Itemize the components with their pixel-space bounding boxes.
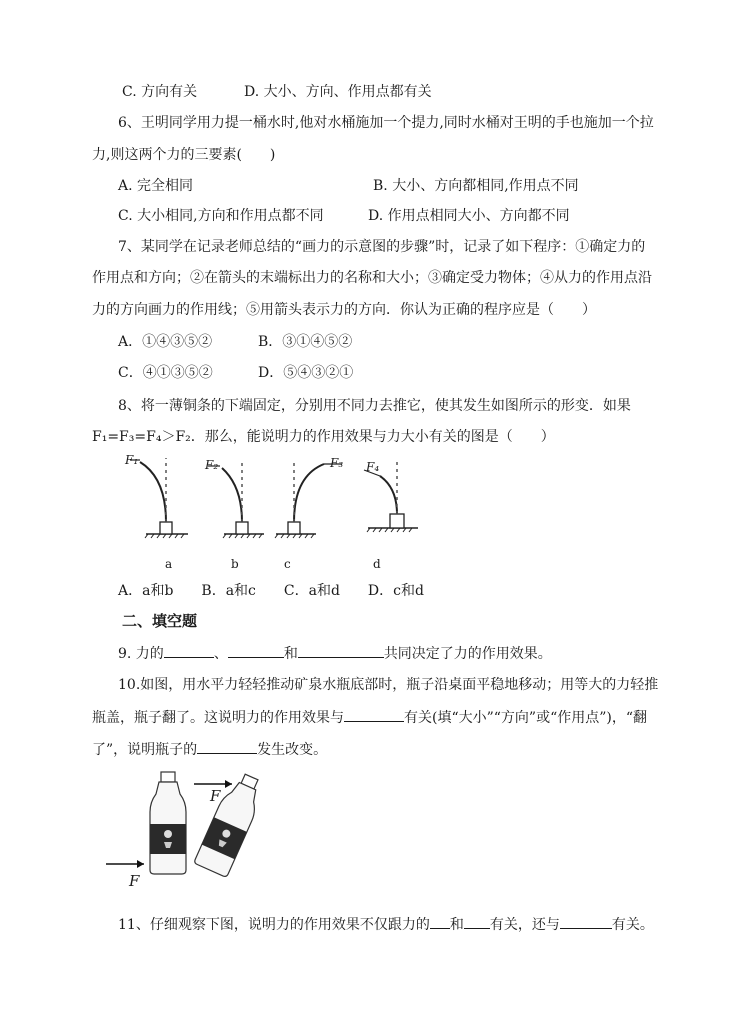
q9-text-2: 共同决定了力的作用效果。 [383,646,552,662]
q6-option-a: A. 完全相同 [118,178,194,194]
q11-text-2: 有关，还与 [489,917,560,933]
q7-stem-line3: 力的方向画力的作用线；⑤用箭头表示力的方向．你认为正确的程序应是（ ） [92,302,596,318]
figure-a-drawing [130,458,188,538]
q9-blank-3[interactable] [298,643,384,658]
upright-bottle-drawing [150,772,186,874]
copper-strip-figure [118,448,448,538]
q7-option-d: D．⑤④③②① [258,365,354,381]
q9-blank-2[interactable] [228,643,284,658]
q5-option-c: C. 方向有关 [122,84,198,100]
q6-option-d: D. 作用点相同大小、方向都不同 [368,208,570,224]
force-label-f1: F₁ [125,453,139,467]
force-label-f4: F₄ [366,460,380,474]
q5-option-d: D. 大小、方向、作用点都有关 [244,84,432,100]
q10-text-3b: 发生改变。 [257,742,328,758]
q11-line [118,914,654,935]
force-label-bottom: F [129,872,140,890]
q8-stem-line1: 8、将一薄铜条的下端固定，分别用不同力去推它，使其发生如图所示的形变．如果 [118,398,631,414]
q10-line3 [92,739,327,760]
q6-stem-line2: 力,则这两个力的三要素( ) [92,147,276,163]
q7-option-c: C．④①③⑤② [118,365,213,381]
q9-sep-2: 和 [283,646,298,662]
figure-label-b: b [231,557,239,571]
q6-option-c: C. 大小相同,方向和作用点都不同 [118,208,324,224]
q10-line2 [92,707,647,728]
figure-label-c: c [284,557,291,571]
figure-b-drawing [208,462,264,538]
tilted-bottle-drawing [194,770,268,878]
q11-text-1: 11、仔细观察下图，说明力的作用效果不仅跟力的 [118,917,430,933]
q10-line1: 10.如图，用水平力轻轻推动矿泉水瓶底部时，瓶子沿桌面平稳地移动；用等大的力轻推 [118,677,659,693]
force-label-f3: F₃ [330,456,344,470]
q8-options: A．a和b B．a和c C．a和d D．c和d [118,583,424,599]
q7-option-b: B．③①④⑤② [258,334,353,350]
q11-blank-1[interactable] [430,914,450,929]
q10-text-2a: 瓶盖，瓶子翻了。这说明力的作用效果与 [92,710,344,726]
q7-stem-line1: 7、某同学在记录老师总结的“画力的示意图的步骤”时，记录了如下程序：①确定力的 [118,239,646,255]
q10-blank-2[interactable] [197,739,257,754]
q10-blank-1[interactable] [344,707,404,722]
figure-label-d: d [373,557,381,571]
q9-blank-1[interactable] [164,643,214,658]
q9-sep-1: 、 [213,646,228,662]
force-label-top: F [210,787,221,805]
q6-option-b: B. 大小、方向都相同,作用点不同 [373,178,579,194]
q6-stem-line1: 6、王明同学用力提一桶水时,他对水桶施加一个提力,同时水桶对王明的手也施加一个拉 [118,115,654,131]
q11-blank-2[interactable] [464,914,490,929]
force-label-f2: F₂ [205,458,219,472]
q10-text-3a: 了”，说明瓶子的 [92,742,198,758]
q11-blank-3[interactable] [560,914,612,929]
q9-line [118,643,552,664]
q8-stem-line2: F₁=F₃=F₄＞F₂．那么，能说明力的作用效果与力大小有关的图是（ ） [92,429,555,445]
q7-stem-line2: 作用点和方向；②在箭头的末端标出力的名称和大小；③确定受力物体；④从力的作用点沿 [92,270,652,286]
figure-c-drawing [275,460,342,538]
q11-sep: 和 [449,917,464,933]
figure-label-a: a [165,557,173,571]
q10-text-2b: 有关(填“大小”“方向”或“作用点”)，“翻 [404,710,648,726]
q11-text-3: 有关。 [611,917,654,933]
q7-option-a: A．①④③⑤② [118,334,213,350]
q9-text-1: 9. 力的 [118,646,164,662]
section-title: 二、填空题 [122,612,198,630]
